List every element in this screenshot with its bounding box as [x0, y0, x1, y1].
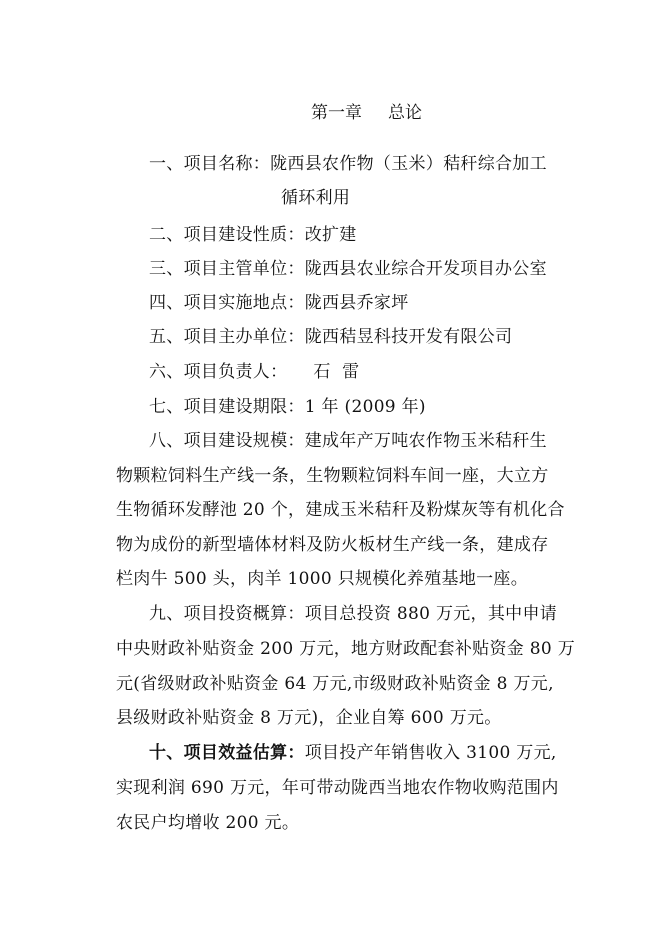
benefit-line-2: 实现利润 690 万元，年可带动陇西当地农作物收购范围内 — [116, 778, 559, 798]
item-value: 石 雷 — [313, 362, 360, 382]
item-value: 陇西县农业综合开发项目办公室 — [304, 259, 547, 279]
item-label: 一、项目名称： — [149, 154, 271, 174]
item-value: 陇西县农作物（玉米）秸秆综合加工 — [270, 154, 547, 174]
scale-line-1: 八、项目建设规模：建成年产万吨农作物玉米秸秆生 — [149, 431, 547, 451]
scale-line-3: 生物循环发酵池 20 个，建成玉米秸秆及粉煤灰等有机化合 — [116, 500, 565, 520]
investment-line-1: 九、项目投资概算：项目总投资 880 万元，其中申请 — [149, 604, 558, 624]
chapter-title: 总论 — [388, 103, 422, 123]
scale-label: 八、项目建设规模： — [149, 431, 305, 451]
scale-line-5: 栏肉牛 500 头，肉羊 1000 只规模化养殖基地一座。 — [116, 569, 529, 589]
investment-line-4: 县级财政补贴资金 8 万元)，企业自筹 600 万元。 — [116, 708, 502, 728]
item-value: 1 年 (2009 年) — [304, 397, 426, 417]
investment-line-3: 元(省级财政补贴资金 64 万元,市级财政补贴资金 8 万元, — [116, 674, 554, 694]
item-label: 六、项目负责人： — [149, 362, 288, 382]
item-leader — [149, 361, 359, 383]
item-value: 陇西县乔家坪 — [304, 293, 409, 313]
item-project-name — [149, 153, 547, 175]
item-sponsor-unit — [149, 326, 512, 348]
benefit-label: 十、项目效益估算： — [149, 743, 305, 763]
benefit-line-1: 十、项目效益估算：项目投产年销售收入 3100 万元, — [149, 743, 557, 763]
item-label: 二、项目建设性质： — [149, 225, 305, 245]
benefit-line-3: 农民户均增收 200 元。 — [116, 813, 300, 833]
item-value: 陇西秸昱科技开发有限公司 — [304, 327, 513, 347]
investment-label: 九、项目投资概算： — [149, 604, 305, 624]
chapter-heading — [311, 102, 422, 124]
item-label: 四、项目实施地点： — [149, 293, 305, 313]
investment-line-2: 中央财政补贴资金 200 万元，地方财政配套补贴资金 80 万 — [116, 639, 575, 659]
item-label: 五、项目主办单位： — [149, 327, 305, 347]
chapter-number: 第一章 — [311, 103, 362, 123]
item-value: 循环利用 — [281, 188, 351, 208]
item-label: 七、项目建设期限： — [149, 397, 305, 417]
scale-line-4: 物为成份的新型墙体材料及防火板材生产线一条，建成存 — [116, 535, 549, 555]
scale-line-2: 物颗粒饲料生产线一条，生物颗粒饲料车间一座，大立方 — [116, 466, 549, 486]
item-label: 三、项目主管单位： — [149, 259, 305, 279]
item-period — [149, 396, 426, 418]
item-project-name-cont — [281, 187, 350, 209]
item-location — [149, 292, 409, 314]
item-supervising-unit — [149, 258, 547, 280]
item-value: 改扩建 — [304, 225, 357, 245]
item-construction-nature — [149, 224, 357, 246]
